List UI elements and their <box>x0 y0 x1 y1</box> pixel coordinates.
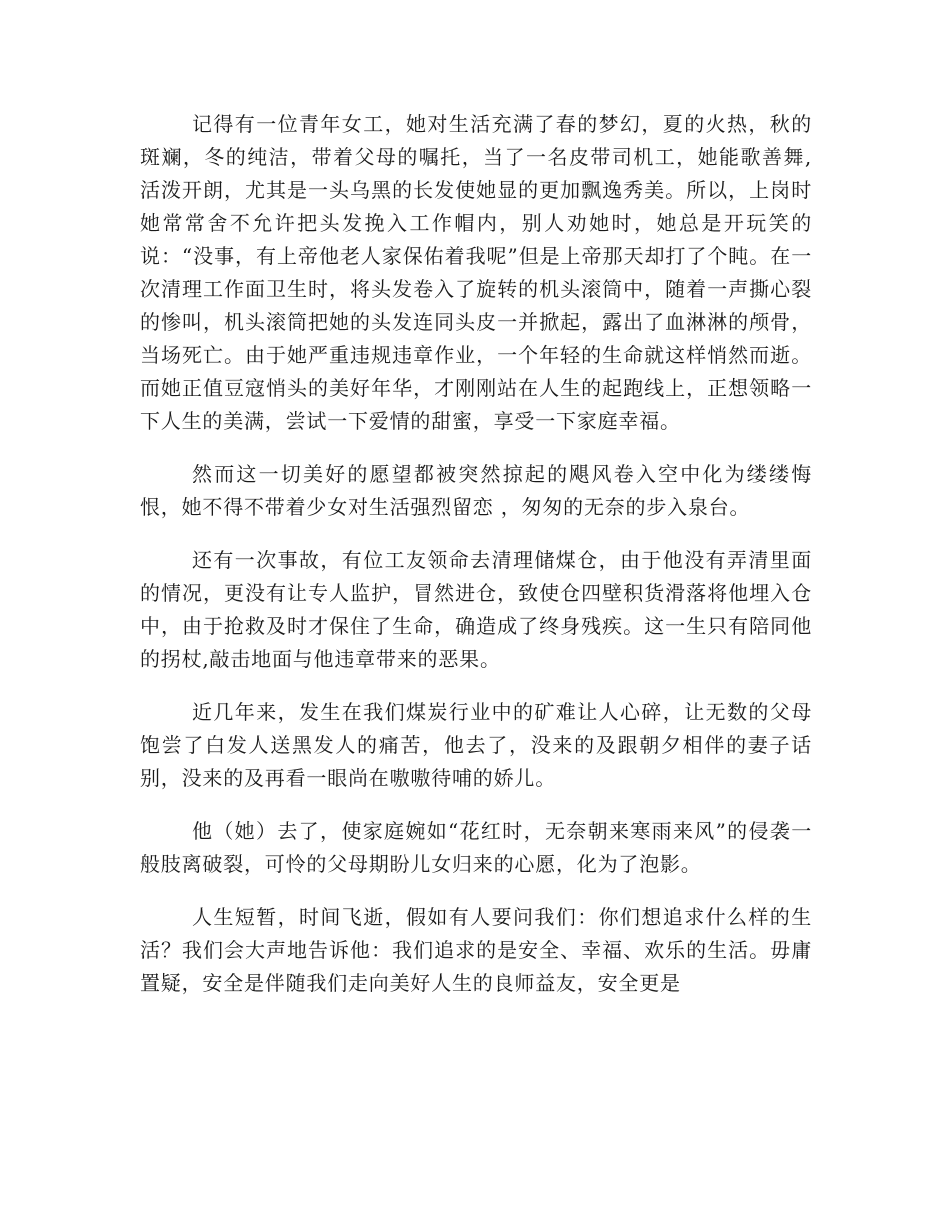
document-body <box>140 108 812 1000</box>
paragraph-6: 人生短暂，时间飞逝，假如有人要问我们：你们想追求什么样的生活？我们会大声地告诉他：我们追求的是安全、幸福、欢乐的生活。毋庸置疑，安全是伴随我们走向美好人生的良师益友，安全更是 <box>140 905 812 995</box>
paragraph-5: 他（她）去了，使家庭婉如“花红时，无奈朝来寒雨来风”的侵袭一般肢离破裂，可怜的父母期盼儿女归来的心愿，化为了泡影。 <box>140 819 812 876</box>
paragraph-2: 然而这一切美好的愿望都被突然掠起的飓风卷入空中化为缕缕悔恨，她不得不带着少女对生活强烈留恋 ，匆匆的无奈的步入泉台。 <box>140 462 812 519</box>
paragraph-4: 近几年来，发生在我们煤炭行业中的矿难让人心碎，让无数的父母饱尝了白发人送黑发人的痛苦，他去了，没来的及跟朝夕相伴的妻子话别，没来的及再看一眼尚在嗷嗷待哺的娇儿。 <box>140 700 812 790</box>
paragraph-1: 记得有一位青年女工，她对生活充满了春的梦幻，夏的火热，秋的斑斓，冬的纯洁，带着父母的嘱托，当了一名皮带司机工，她能歌善舞,活泼开朗，尤其是一头乌黑的长发使她显的更加飘逸秀美。所以，上岗时她常常舍不允许把头发挽入工作帽内，别人劝她时，她总是开玩笑的说：“没事，有上帝他老人家保佑着我呢”但是上帝那天却打了个盹。在一次清理工作面卫生时，将头发卷入了旋转的机头滚筒中，随着一声撕心裂的惨叫，机头滚筒把她的头发连同头皮一并掀起，露出了血淋淋的颅骨，当场死亡。由于她严重违规违章作业，一个年轻的生命就这样悄然而逝。而她正值豆寇悄头的美好年华，才刚刚站在人生的起跑线上，正想领略一下人生的美满，尝试一下爱情的甜蜜，享受一下家庭幸福。 <box>140 112 812 433</box>
paragraph-3: 还有一次事故，有位工友领命去清理储煤仓，由于他没有弄清里面的情况，更没有让专人监护，冒然进仓，致使仓四壁积货滑落将他埋入仓中，由于抢救及时才保住了生命，确造成了终身残疾。这一生只有陪同他的拐杖,敲击地面与他违章带来的恶果。 <box>140 548 812 671</box>
